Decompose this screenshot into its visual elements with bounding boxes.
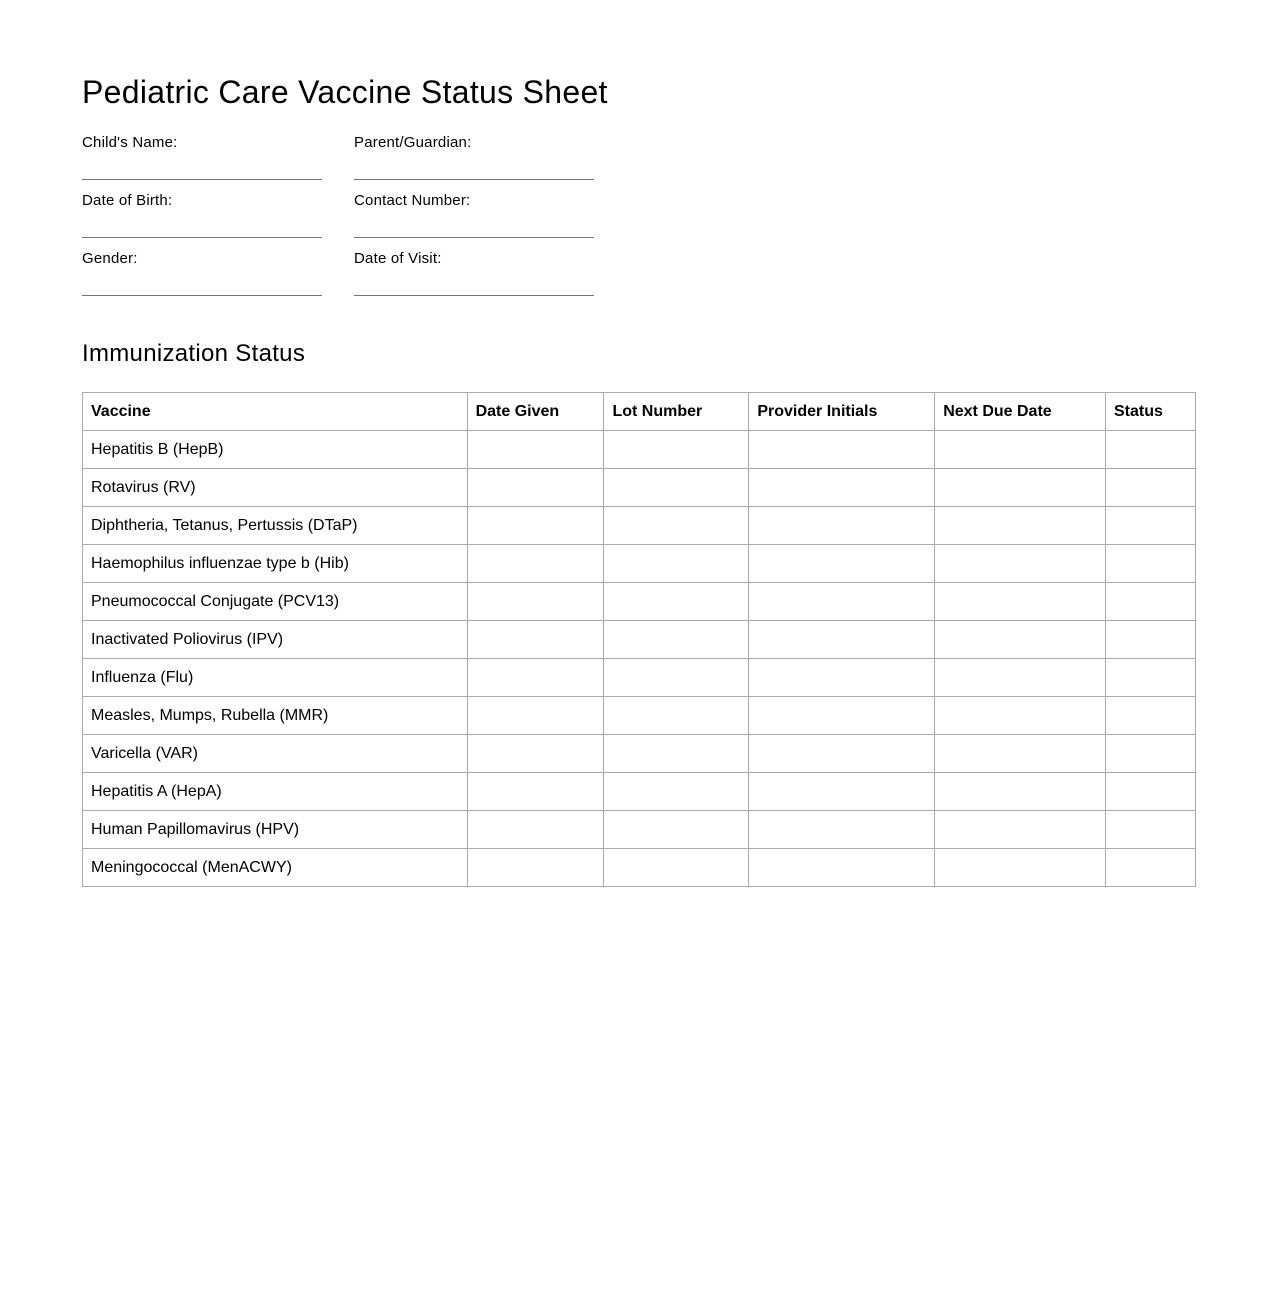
entry-cell[interactable] xyxy=(749,583,935,621)
vaccine-name-cell: Rotavirus (RV) xyxy=(83,469,468,507)
entry-cell[interactable] xyxy=(467,735,604,773)
entry-cell[interactable] xyxy=(749,469,935,507)
contact-number-field[interactable] xyxy=(354,192,594,250)
entry-cell[interactable] xyxy=(935,735,1106,773)
entry-cell[interactable] xyxy=(467,697,604,735)
entry-cell[interactable] xyxy=(1106,469,1196,507)
vaccine-name-cell: Pneumococcal Conjugate (PCV13) xyxy=(83,583,468,621)
entry-cell[interactable] xyxy=(467,773,604,811)
table-row xyxy=(83,507,1196,545)
input-line[interactable] xyxy=(354,179,594,180)
entry-cell[interactable] xyxy=(1106,583,1196,621)
gender-field[interactable] xyxy=(82,250,322,308)
entry-cell[interactable] xyxy=(1106,811,1196,849)
childs-name-field[interactable] xyxy=(82,134,322,192)
entry-cell[interactable] xyxy=(749,735,935,773)
entry-cell[interactable] xyxy=(467,659,604,697)
entry-cell[interactable] xyxy=(467,621,604,659)
entry-cell[interactable] xyxy=(935,583,1106,621)
entry-cell[interactable] xyxy=(1106,507,1196,545)
input-line[interactable] xyxy=(82,295,322,296)
table-row xyxy=(83,583,1196,621)
vaccine-name-cell: Inactivated Poliovirus (IPV) xyxy=(83,621,468,659)
entry-cell[interactable] xyxy=(604,621,749,659)
table-row xyxy=(83,469,1196,507)
entry-cell[interactable] xyxy=(749,621,935,659)
field-label: Date of Birth: xyxy=(82,192,173,209)
vaccine-name-cell: Human Papillomavirus (HPV) xyxy=(83,811,468,849)
vaccine-name-cell: Hepatitis A (HepA) xyxy=(83,773,468,811)
entry-cell[interactable] xyxy=(749,697,935,735)
immunization-table xyxy=(82,392,1196,887)
field-label: Child's Name: xyxy=(82,134,178,151)
entry-cell[interactable] xyxy=(467,583,604,621)
column-header: Date Given xyxy=(467,393,604,431)
entry-cell[interactable] xyxy=(467,431,604,469)
field-label: Parent/Guardian: xyxy=(354,134,472,151)
vaccine-name-cell: Influenza (Flu) xyxy=(83,659,468,697)
section-title: Immunization Status xyxy=(82,340,306,367)
entry-cell[interactable] xyxy=(1106,697,1196,735)
vaccine-name-cell: Varicella (VAR) xyxy=(83,735,468,773)
entry-cell[interactable] xyxy=(467,849,604,887)
entry-cell[interactable] xyxy=(935,849,1106,887)
entry-cell[interactable] xyxy=(1106,431,1196,469)
entry-cell[interactable] xyxy=(749,811,935,849)
entry-cell[interactable] xyxy=(604,583,749,621)
input-line[interactable] xyxy=(354,237,594,238)
entry-cell[interactable] xyxy=(1106,773,1196,811)
entry-cell[interactable] xyxy=(749,431,935,469)
field-label: Date of Visit: xyxy=(354,250,442,267)
entry-cell[interactable] xyxy=(935,697,1106,735)
entry-cell[interactable] xyxy=(604,849,749,887)
date-of-birth-field[interactable] xyxy=(82,192,322,250)
entry-cell[interactable] xyxy=(1106,621,1196,659)
field-label: Contact Number: xyxy=(354,192,471,209)
entry-cell[interactable] xyxy=(749,507,935,545)
vaccine-name-cell: Hepatitis B (HepB) xyxy=(83,431,468,469)
input-line[interactable] xyxy=(82,179,322,180)
input-line[interactable] xyxy=(354,295,594,296)
table-row xyxy=(83,431,1196,469)
table-header-row xyxy=(83,393,1196,431)
entry-cell[interactable] xyxy=(935,469,1106,507)
entry-cell[interactable] xyxy=(604,469,749,507)
table-row xyxy=(83,811,1196,849)
entry-cell[interactable] xyxy=(467,545,604,583)
entry-cell[interactable] xyxy=(935,545,1106,583)
column-header: Next Due Date xyxy=(935,393,1106,431)
table-row xyxy=(83,697,1196,735)
entry-cell[interactable] xyxy=(935,621,1106,659)
entry-cell[interactable] xyxy=(1106,735,1196,773)
patient-info-form xyxy=(82,134,594,308)
field-label: Gender: xyxy=(82,250,138,267)
entry-cell[interactable] xyxy=(935,659,1106,697)
table-row xyxy=(83,659,1196,697)
input-line[interactable] xyxy=(82,237,322,238)
date-of-visit-field[interactable] xyxy=(354,250,594,308)
entry-cell[interactable] xyxy=(749,849,935,887)
column-header: Provider Initials xyxy=(749,393,935,431)
entry-cell[interactable] xyxy=(604,773,749,811)
entry-cell[interactable] xyxy=(935,773,1106,811)
entry-cell[interactable] xyxy=(935,507,1106,545)
entry-cell[interactable] xyxy=(1106,659,1196,697)
entry-cell[interactable] xyxy=(604,735,749,773)
vaccine-name-cell: Measles, Mumps, Rubella (MMR) xyxy=(83,697,468,735)
table-row xyxy=(83,773,1196,811)
entry-cell[interactable] xyxy=(604,811,749,849)
entry-cell[interactable] xyxy=(604,545,749,583)
column-header: Status xyxy=(1106,393,1196,431)
vaccine-name-cell: Meningococcal (MenACWY) xyxy=(83,849,468,887)
entry-cell[interactable] xyxy=(935,811,1106,849)
table-row xyxy=(83,621,1196,659)
entry-cell[interactable] xyxy=(604,431,749,469)
entry-cell[interactable] xyxy=(604,507,749,545)
entry-cell[interactable] xyxy=(749,659,935,697)
entry-cell[interactable] xyxy=(467,469,604,507)
entry-cell[interactable] xyxy=(604,659,749,697)
entry-cell[interactable] xyxy=(749,545,935,583)
entry-cell[interactable] xyxy=(467,811,604,849)
table-row xyxy=(83,545,1196,583)
vaccine-name-cell: Diphtheria, Tetanus, Pertussis (DTaP) xyxy=(83,507,468,545)
entry-cell[interactable] xyxy=(749,773,935,811)
entry-cell[interactable] xyxy=(935,431,1106,469)
entry-cell[interactable] xyxy=(1106,545,1196,583)
column-header: Vaccine xyxy=(83,393,468,431)
entry-cell[interactable] xyxy=(604,697,749,735)
table-row xyxy=(83,849,1196,887)
column-header: Lot Number xyxy=(604,393,749,431)
parent-guardian-field[interactable] xyxy=(354,134,594,192)
page-title: Pediatric Care Vaccine Status Sheet xyxy=(82,74,608,110)
entry-cell[interactable] xyxy=(467,507,604,545)
vaccine-name-cell: Haemophilus influenzae type b (Hib) xyxy=(83,545,468,583)
table-row xyxy=(83,735,1196,773)
entry-cell[interactable] xyxy=(1106,849,1196,887)
